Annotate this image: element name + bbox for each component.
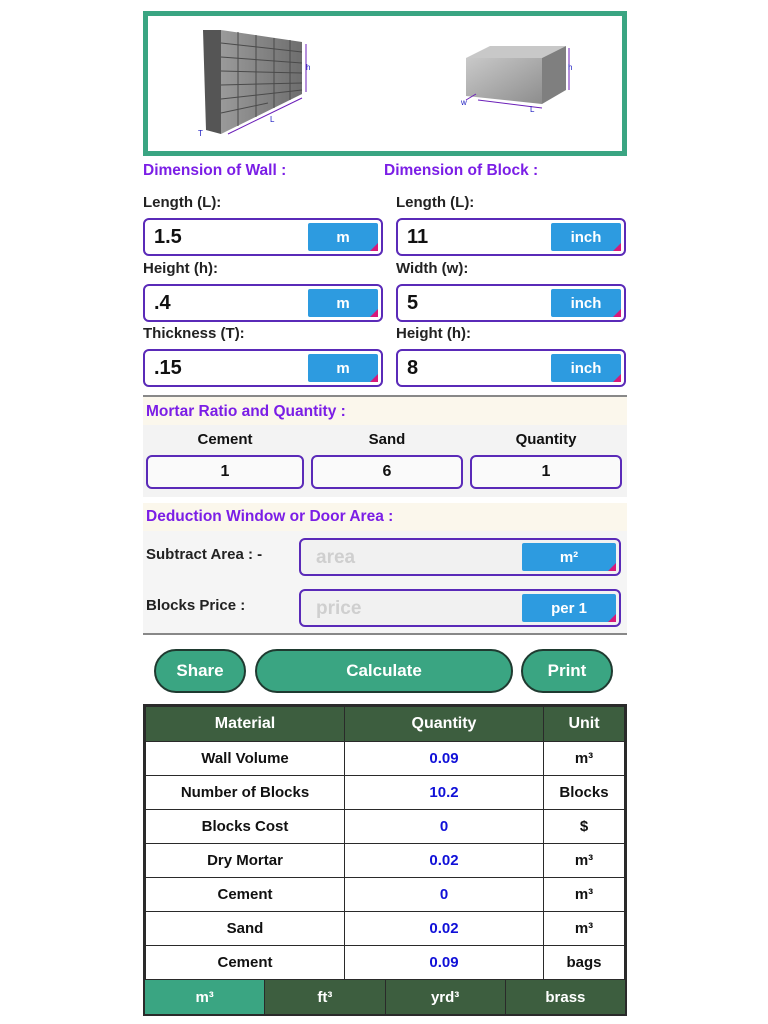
cement-label: Cement bbox=[197, 431, 253, 448]
block-dimension-heading: Dimension of Block : bbox=[384, 162, 539, 179]
unit-cell: bags bbox=[544, 946, 625, 980]
wall-height-unit-button[interactable]: m bbox=[308, 289, 378, 317]
print-button[interactable]: Print bbox=[521, 649, 613, 693]
unit-header: Unit bbox=[544, 707, 625, 742]
quantity-cell: 0 bbox=[345, 810, 544, 844]
quantity-cell: 10.2 bbox=[345, 776, 544, 810]
table-header-row bbox=[146, 707, 625, 742]
blocks-price-field[interactable] bbox=[299, 589, 621, 627]
mortar-heading: Mortar Ratio and Quantity : bbox=[143, 397, 627, 425]
quantity-header: Quantity bbox=[345, 707, 544, 742]
wall-block-illustration bbox=[148, 16, 622, 151]
block-width-label: Width (w): bbox=[396, 260, 469, 277]
wall-height-value[interactable]: .4 bbox=[154, 292, 171, 314]
subtract-area-field[interactable] bbox=[299, 538, 621, 576]
material-cell: Sand bbox=[146, 912, 345, 946]
wall-image bbox=[203, 30, 302, 134]
block-height-unit-button[interactable]: inch bbox=[551, 354, 621, 382]
mortar-section bbox=[143, 395, 627, 497]
wall-length-field[interactable] bbox=[143, 218, 383, 256]
table-row bbox=[146, 844, 625, 878]
blocks-price-input[interactable] bbox=[316, 598, 506, 620]
results-table bbox=[143, 704, 627, 1016]
unit-tab[interactable]: ft³ bbox=[265, 980, 385, 1014]
block-length-unit-button[interactable]: inch bbox=[551, 223, 621, 251]
unit-tab[interactable]: brass bbox=[506, 980, 625, 1014]
share-button[interactable]: Share bbox=[154, 649, 246, 693]
material-cell: Number of Blocks bbox=[146, 776, 345, 810]
unit-tab[interactable]: yrd³ bbox=[386, 980, 506, 1014]
subtract-area-input[interactable] bbox=[316, 547, 506, 569]
deduction-section bbox=[143, 503, 627, 635]
unit-cell: m³ bbox=[544, 742, 625, 776]
wall-height-field[interactable] bbox=[143, 284, 383, 322]
sand-label: Sand bbox=[368, 431, 406, 448]
table-row bbox=[146, 776, 625, 810]
wall-t-label: T bbox=[198, 129, 203, 138]
material-cell: Blocks Cost bbox=[146, 810, 345, 844]
block-height-label: Height (h): bbox=[396, 325, 471, 342]
block-w-label: w bbox=[461, 98, 467, 107]
table-row bbox=[146, 946, 625, 980]
wall-dimension-heading: Dimension of Wall : bbox=[143, 162, 287, 179]
subtract-area-label: Subtract Area : - bbox=[146, 546, 263, 563]
wall-thickness-unit-button[interactable]: m bbox=[308, 354, 378, 382]
deduction-heading: Deduction Window or Door Area : bbox=[143, 503, 627, 531]
table-row bbox=[146, 878, 625, 912]
wall-thickness-value[interactable]: .15 bbox=[154, 357, 182, 379]
material-header: Material bbox=[146, 707, 345, 742]
quantity-cell: 0.09 bbox=[345, 742, 544, 776]
quantity-input[interactable]: 1 bbox=[470, 455, 622, 489]
quantity-cell: 0.02 bbox=[345, 912, 544, 946]
unit-cell: Blocks bbox=[544, 776, 625, 810]
block-width-value[interactable]: 5 bbox=[407, 292, 419, 314]
unit-cell: m³ bbox=[544, 844, 625, 878]
material-cell: Wall Volume bbox=[146, 742, 345, 776]
sand-ratio-input[interactable]: 6 bbox=[311, 455, 463, 489]
block-h-label: h bbox=[568, 63, 573, 72]
wall-height-label: Height (h): bbox=[143, 260, 218, 277]
block-height-field[interactable] bbox=[396, 349, 626, 387]
wall-h-label: h bbox=[306, 63, 311, 72]
quantity-label: Quantity bbox=[515, 431, 577, 448]
unit-tab[interactable]: m³ bbox=[145, 980, 265, 1014]
wall-thickness-label: Thickness (T): bbox=[143, 325, 245, 342]
block-length-value[interactable]: 11 bbox=[407, 226, 429, 248]
unit-cell: $ bbox=[544, 810, 625, 844]
table-row bbox=[146, 742, 625, 776]
block-length-field[interactable] bbox=[396, 218, 626, 256]
quantity-cell: 0 bbox=[345, 878, 544, 912]
material-cell: Dry Mortar bbox=[146, 844, 345, 878]
cement-ratio-input[interactable]: 1 bbox=[146, 455, 304, 489]
table-row bbox=[146, 810, 625, 844]
blocks-price-label: Blocks Price : bbox=[146, 597, 246, 614]
block-height-value[interactable]: 8 bbox=[407, 357, 419, 379]
wall-thickness-field[interactable] bbox=[143, 349, 383, 387]
block-width-unit-button[interactable]: inch bbox=[551, 289, 621, 317]
unit-cell: m³ bbox=[544, 912, 625, 946]
material-cell: Cement bbox=[146, 946, 345, 980]
unit-tabs bbox=[145, 980, 625, 1014]
unit-cell: m³ bbox=[544, 878, 625, 912]
material-cell: Cement bbox=[146, 878, 345, 912]
table-row bbox=[146, 912, 625, 946]
block-length-label: Length (L): bbox=[396, 194, 475, 211]
calculate-button[interactable]: Calculate bbox=[255, 649, 513, 693]
wall-length-unit-button[interactable]: m bbox=[308, 223, 378, 251]
wall-l-label: L bbox=[270, 115, 275, 124]
subtract-area-unit-button[interactable]: m² bbox=[522, 543, 616, 571]
illustration-frame bbox=[143, 11, 627, 156]
quantity-cell: 0.02 bbox=[345, 844, 544, 878]
wall-length-label: Length (L): bbox=[143, 194, 222, 211]
block-l-label: L bbox=[530, 105, 535, 114]
quantity-cell: 0.09 bbox=[345, 946, 544, 980]
block-image bbox=[466, 46, 566, 104]
blocks-price-unit-button[interactable]: per 1 bbox=[522, 594, 616, 622]
block-width-field[interactable] bbox=[396, 284, 626, 322]
wall-length-value[interactable]: 1.5 bbox=[154, 226, 182, 248]
